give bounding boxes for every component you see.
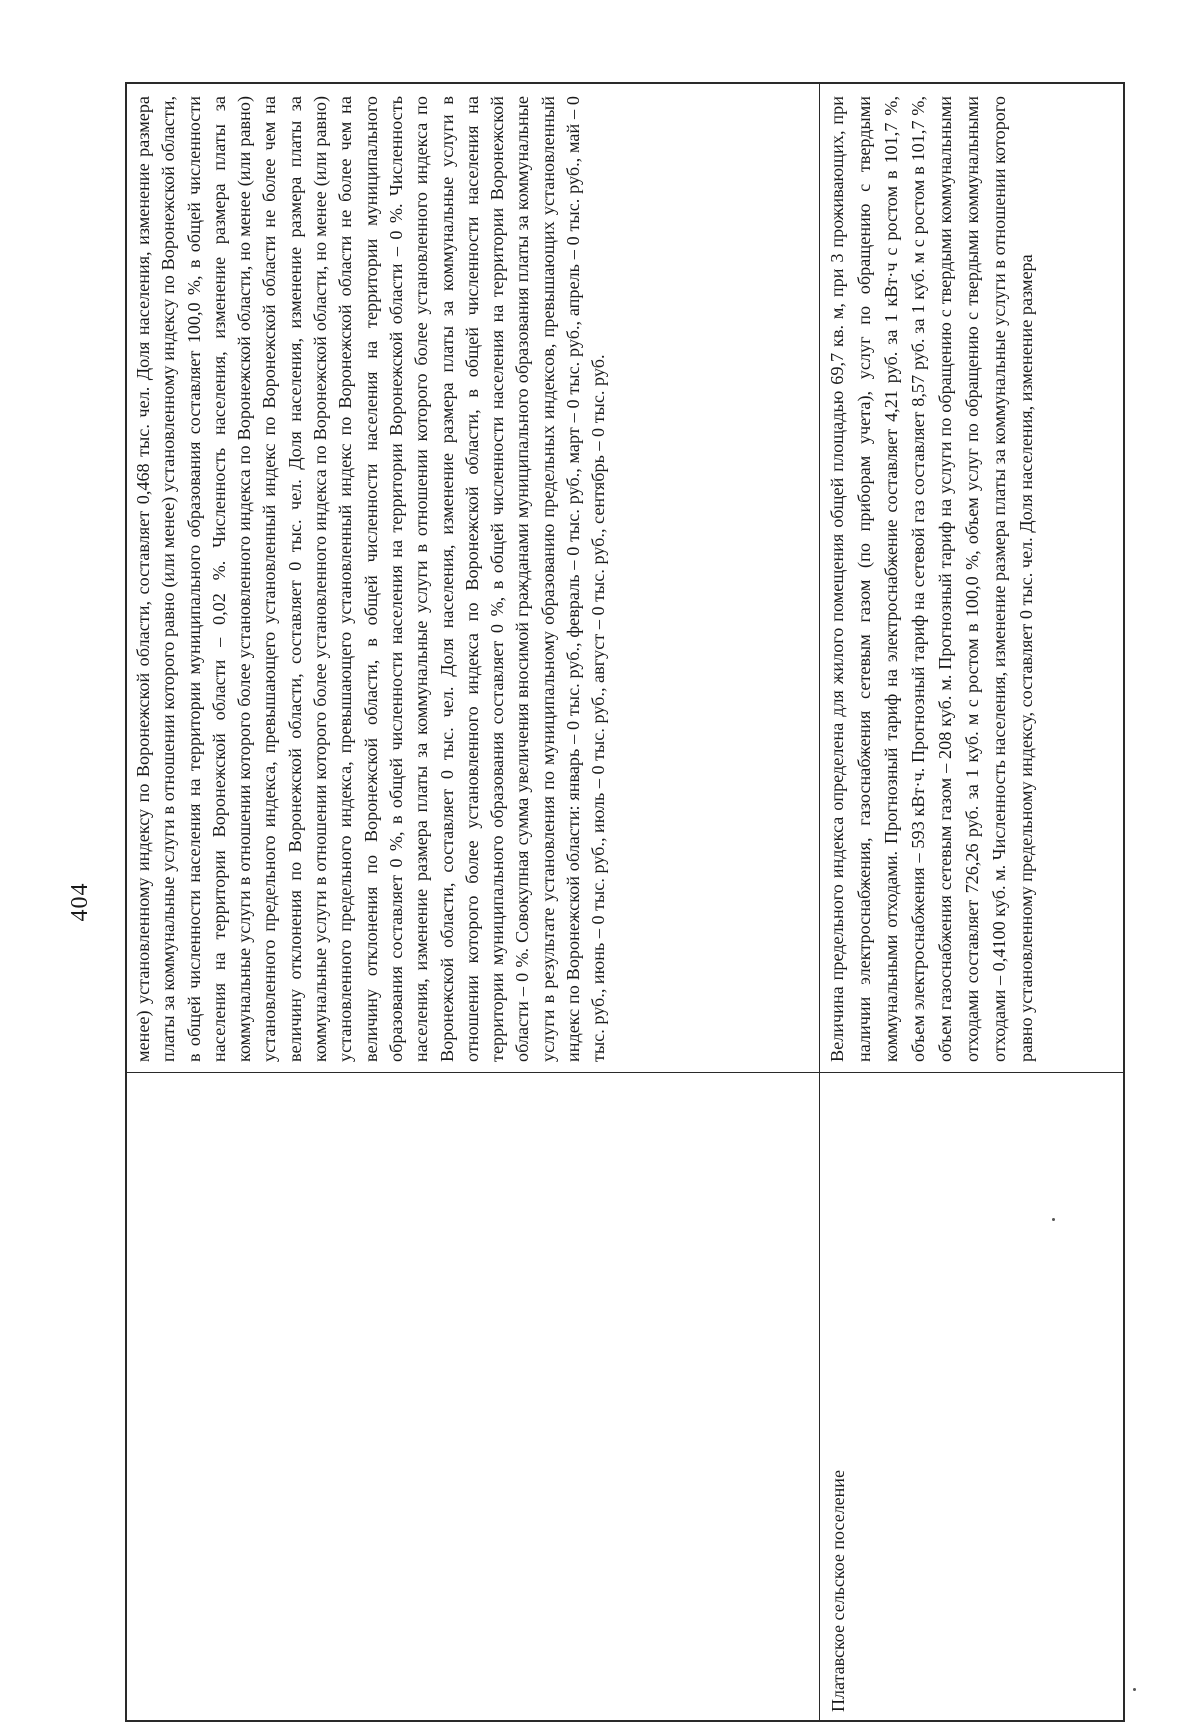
table-row	[820, 84, 1125, 1720]
description-cell: Величина предельного индекса определена для жилого помещения общей площадью 69,7 кв. м, при 3 проживающих, при наличии электроснабжения, газоснабжения сетевым газом (по приборам учета), услуг по обращению с твердыми коммунальными отходами. Прогнозный тариф на электроснабжение составляет 4,21 руб. за 1 кВт·ч с ростом в 101,7 %, объем электроснабжения – 593 кВт·ч. Прогнозный тариф на сетевой газ составляет 8,57 руб. за 1 куб. м с ростом в 101,7 %, объем газоснабжения сетевым газом – 208 куб. м. Прогнозный тариф на услуги по обращению с твердыми коммунальными отходами составляет 726,26 руб. за 1 куб. м с ростом в 100,0 %, объем услуг по обращению с твердыми коммунальными отходами – 0,4100 куб. м. Численность населения, изменение размера платы за коммунальные услуги в отношении которого равно установленному предельному индексу, составляет 0 тыс. чел. Доля населения, изменение размера	[827, 96, 1036, 1062]
rotated-content	[65, 82, 1125, 1722]
description-cell: менее) установленному индексу по Воронежской области, составляет 0,468 тыс. чел. Доля населения, изменение размера платы за коммунальные услуги в отношении которого равно (или менее) установленному индексу по Воронежской области, в общей численности населения на территории муниципального образования составляет 100,0 %, в общей численности населения на территории Воронежской области – 0,02 %. Численность населения, изменение размера платы за коммунальные услуги в отношении которого более установленного индекса по Воронежской области, но менее (или равно) установленного предельного индекса, превышающего установленный индекс по Воронежской области не более чем на величину отклонения по Воронежской области, составляет 0 тыс. чел. Доля населения, изменение размера платы за коммунальные услуги в отношении которого более установленного индекса по Воронежской области, но менее (или равно) установленного предельного индекса, превышающего установленный индекс по Воронежской области не более чем на величину отклонения по Воронежской области, в общей численности населения на территории муниципального образования составляет 0 %, в общей численности населения на территории Воронежской области – 0 %. Численность населения, изменение размера платы за коммунальные услуги в отношении которого более установленного индекса по Воронежской области, составляет 0 тыс. чел. Доля населения, изменение размера платы за коммунальные услуги в отношении которого более установленного индекса по Воронежской области, в общей численности населения на территории муниципального образования составляет 0 %, в общей численности населения на территории Воронежской области – 0 %. Совокупная сумма увеличения вносимой гражданами муниципального образования платы за коммунальные услуги в результате установления по муниципальному образованию предельных индексов, превышающих установленный индекс по Воронежской области: январь – 0 тыс. руб., февраль – 0 тыс. руб., март – 0 тыс. руб., апрель – 0 тыс. руб., май – 0 тыс. руб., июнь – 0 тыс. руб., июль – 0 тыс. руб., август – 0 тыс. руб., сентябрь – 0 тыс. руб.	[133, 96, 609, 1062]
municipality-cell: Платавское сельское поселение	[820, 1072, 1125, 1720]
scan-speck	[1052, 1218, 1055, 1221]
table-row	[127, 84, 820, 1720]
scan-speck	[1133, 1688, 1136, 1691]
municipality-cell	[127, 1072, 819, 1720]
municipalities-table	[125, 82, 1125, 1722]
page-number: 404	[67, 882, 93, 922]
